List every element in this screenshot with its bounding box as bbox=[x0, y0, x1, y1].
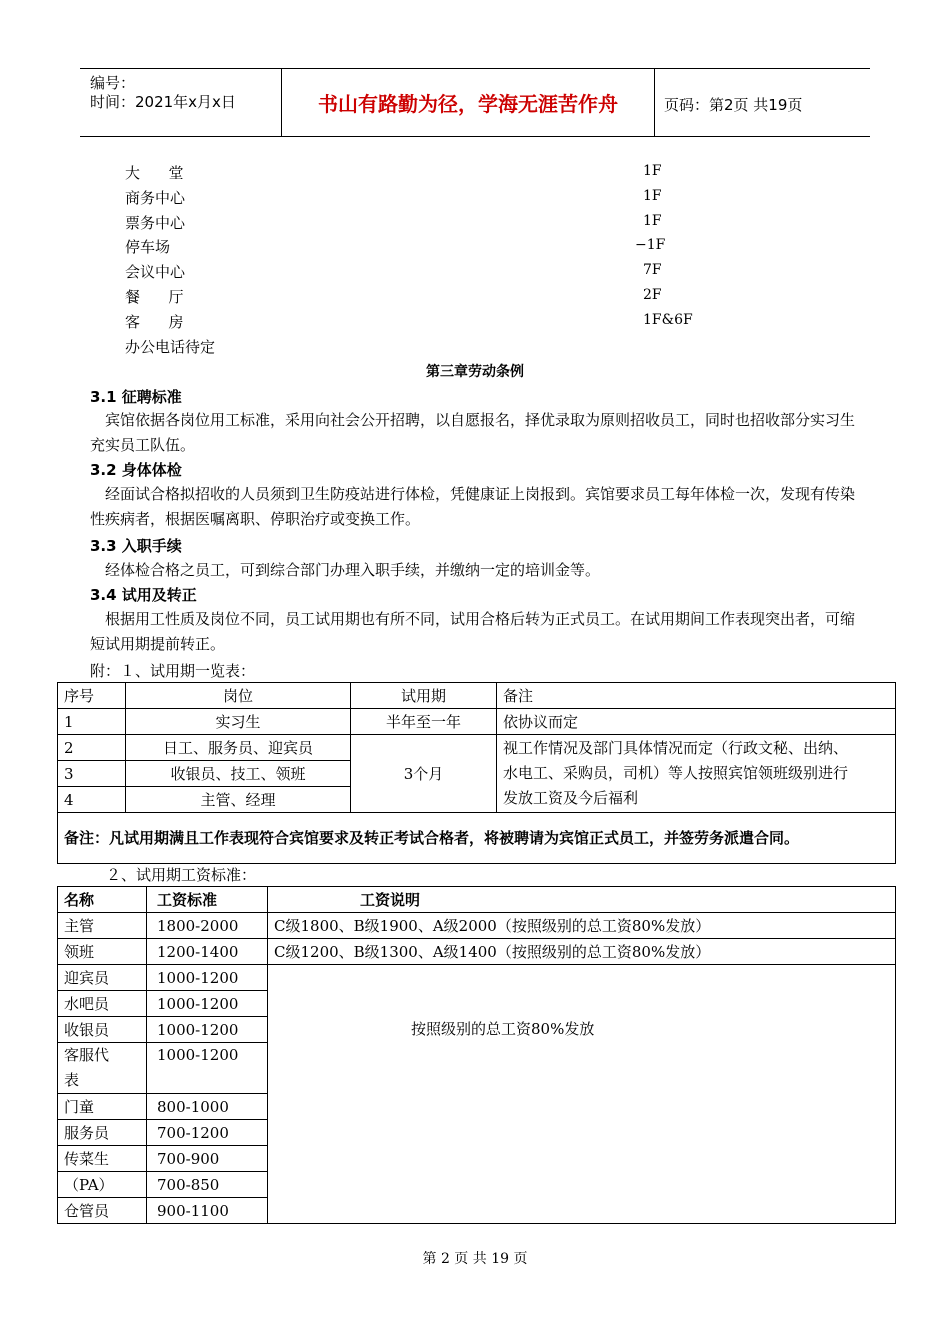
appendix-1-label: 附：１、试用期一览表： bbox=[90, 662, 256, 680]
cell-name: 客服代表 bbox=[58, 1043, 147, 1094]
cell-period: 半年至一年 bbox=[351, 709, 497, 735]
header-cell: 岗位 bbox=[126, 683, 351, 709]
chapter-title: 第三章劳动条例 bbox=[426, 364, 524, 380]
page-number-label: 页码：第2页 共19页 bbox=[664, 96, 803, 114]
header-cell: 工资说明 bbox=[268, 887, 896, 913]
remark-cell: 备注：凡试用期满且工作表现符合宾馆要求及转正考试合格者，将被聘请为宾馆正式员工，并签劳务派遣合同。 bbox=[58, 813, 896, 864]
section-title: 3.1 征聘标准 bbox=[90, 388, 182, 406]
location-floor: −1F bbox=[635, 237, 666, 253]
location-name: 餐厅 bbox=[125, 288, 213, 306]
cell-range: 700-1200 bbox=[147, 1120, 268, 1146]
cell-range: 1000-1200 bbox=[147, 991, 268, 1017]
location-floor: 1F&6F bbox=[643, 312, 693, 328]
header-cell: 试用期 bbox=[351, 683, 497, 709]
section-text: 根据用工性质及岗位不同，员工试用期也有所不同，试用合格后转为正式员工。在试用期间工作表现突出者，可缩短试用期提前转正。 bbox=[90, 610, 856, 653]
table-row bbox=[58, 913, 896, 939]
cell-post: 实习生 bbox=[126, 709, 351, 735]
cell-range: 1000-1200 bbox=[147, 965, 268, 991]
cell-range: 1000-1200 bbox=[147, 1043, 268, 1094]
remark-row bbox=[58, 813, 896, 864]
table-header-row bbox=[58, 887, 896, 913]
cell-merged-desc bbox=[268, 965, 896, 1224]
doc-number-label: 编号： bbox=[90, 74, 136, 92]
header-top-border bbox=[80, 68, 870, 69]
cell-no: 2 bbox=[58, 735, 126, 761]
cell-range: 700-900 bbox=[147, 1146, 268, 1172]
section-title: 3.4 试用及转正 bbox=[90, 586, 197, 604]
table-row bbox=[58, 965, 896, 991]
section-text: 经体检合格之员工，可到综合部门办理入职手续，并缴纳一定的培训金等。 bbox=[105, 561, 601, 579]
cell-post: 收银员、技工、领班 bbox=[126, 761, 351, 787]
table-row bbox=[58, 709, 896, 735]
location-name: 停车场 bbox=[125, 238, 171, 256]
cell-name: 水吧员 bbox=[58, 991, 147, 1017]
cell-merged-note: 视工作情况及部门具体情况而定（行政文秘、出纳、水电工、采购员，司机）等人按照宾馆领班级别进行发放工资及今后福利 bbox=[497, 735, 896, 813]
cell-range: 900-1100 bbox=[147, 1198, 268, 1224]
appendix-2-label: ２、试用期工资标准： bbox=[106, 866, 257, 884]
location-name: 商务中心 bbox=[125, 189, 186, 207]
location-name: 大堂 bbox=[125, 164, 213, 182]
cell-merged-period: 3个月 bbox=[351, 735, 497, 813]
cell-name: 传菜生 bbox=[58, 1146, 147, 1172]
section-text: 经面试合格拟招收的人员须到卫生防疫站进行体检，凭健康证上岗报到。宾馆要求员工每年体检一次，发现有传染性疾病者，根据医嘱离职、停职治疗或变换工作。 bbox=[90, 485, 856, 528]
cell-no: 1 bbox=[58, 709, 126, 735]
location-name: 办公电话待定 bbox=[125, 338, 216, 356]
cell-note: 依协议而定 bbox=[497, 709, 896, 735]
cell-range: 700-850 bbox=[147, 1172, 268, 1198]
cell-post: 日工、服务员、迎宾员 bbox=[126, 735, 351, 761]
cell-name: 仓管员 bbox=[58, 1198, 147, 1224]
location-name: 会议中心 bbox=[125, 263, 186, 281]
section-title: 3.3 入职手续 bbox=[90, 537, 182, 555]
salary-table bbox=[57, 886, 896, 1224]
cell-name: 主管 bbox=[58, 913, 147, 939]
location-name: 票务中心 bbox=[125, 214, 186, 232]
merged-desc-text: 按照级别的总工资80%发放 bbox=[411, 1020, 595, 1038]
location-floor: 7F bbox=[643, 262, 662, 278]
cell-desc: C级1200、B级1300、A级1400（按照级别的总工资80%发放） bbox=[268, 939, 896, 965]
cell-range: 1800-2000 bbox=[147, 913, 268, 939]
cell-range: 800-1000 bbox=[147, 1094, 268, 1120]
header-bottom-border bbox=[80, 136, 870, 137]
cell-name: （PA） bbox=[58, 1172, 147, 1198]
cell-post: 主管、经理 bbox=[126, 787, 351, 813]
table-row bbox=[58, 939, 896, 965]
location-floor: 1F bbox=[643, 163, 662, 179]
section-text: 宾馆依据各岗位用工标准，采用向社会公开招聘，以自愿报名，择优录取为原则招收员工，同时也招收部分实习生充实员工队伍。 bbox=[90, 411, 856, 454]
page-footer: 第 2 页 共 19 页 bbox=[422, 1251, 528, 1267]
header-divider-2 bbox=[654, 68, 655, 136]
location-name: 客房 bbox=[125, 313, 213, 331]
header-cell: 名称 bbox=[58, 887, 147, 913]
table-header-row bbox=[58, 683, 896, 709]
cell-name: 服务员 bbox=[58, 1120, 147, 1146]
cell-no: 3 bbox=[58, 761, 126, 787]
table-row bbox=[58, 735, 896, 761]
header-cell: 工资标准 bbox=[147, 887, 268, 913]
location-floor: 1F bbox=[643, 188, 662, 204]
header-cell: 序号 bbox=[58, 683, 126, 709]
cell-range: 1000-1200 bbox=[147, 1017, 268, 1043]
cell-name: 门童 bbox=[58, 1094, 147, 1120]
cell-no: 4 bbox=[58, 787, 126, 813]
cell-range: 1200-1400 bbox=[147, 939, 268, 965]
cell-name: 领班 bbox=[58, 939, 147, 965]
cell-name: 收银员 bbox=[58, 1017, 147, 1043]
section-title: 3.2 身体体检 bbox=[90, 461, 182, 479]
location-floor: 2F bbox=[643, 287, 662, 303]
cell-desc: C级1800、B级1900、A级2000（按照级别的总工资80%发放） bbox=[268, 913, 896, 939]
doc-date-label: 时间：2021年x月x日 bbox=[90, 93, 236, 111]
cell-name: 迎宾员 bbox=[58, 965, 147, 991]
header-cell: 备注 bbox=[497, 683, 896, 709]
location-floor: 1F bbox=[643, 213, 662, 229]
header-motto: 书山有路勤为径，学海无涯苦作舟 bbox=[318, 92, 618, 116]
probation-table bbox=[57, 682, 896, 864]
